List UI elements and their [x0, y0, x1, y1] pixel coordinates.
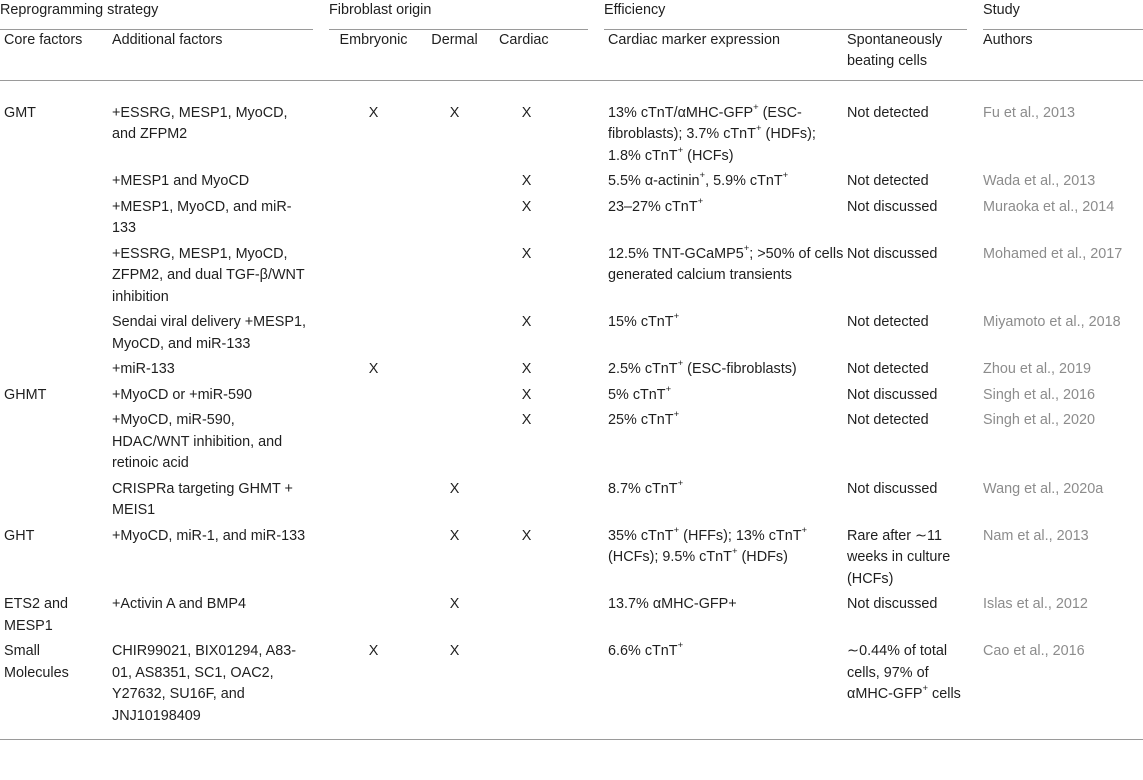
cell-beating: Not detected [847, 361, 929, 377]
col-header-cardiac: Cardiac [499, 31, 549, 48]
cell-cardiac: X [521, 173, 532, 189]
cell-additional-factors: Sendai viral delivery +MESP1, MyoCD, and miR-133 [112, 314, 306, 352]
table-row [0, 406, 1143, 475]
cell-additional-factors: CRISPRa targeting GHMT + MEIS1 [112, 480, 293, 518]
cell-additional-factors: +Activin A and BMP4 [112, 596, 246, 612]
cell-core-factors [0, 355, 112, 381]
group-header-efficiency [604, 0, 983, 30]
cell-embryonic: X [368, 361, 379, 377]
col-header-additional-factors: Additional factors [112, 31, 223, 48]
cell-core-factors: GMT [4, 104, 36, 121]
cell-cardiac: X [521, 314, 532, 330]
table-row [0, 308, 1143, 355]
cell-authors: Muraoka et al., 2014 [983, 198, 1115, 215]
cell-dermal: X [449, 643, 460, 659]
cell-authors: Miyamoto et al., 2018 [983, 314, 1121, 330]
cell-beating: Not discussed [847, 198, 938, 215]
cell-core-factors: GHMT [4, 386, 47, 403]
cell-additional-factors: +MESP1 and MyoCD [112, 173, 250, 189]
cell-additional-factors: CHIR99021, BIX01294, A83-01, AS8351, SC1, OAC2, Y27632, SU16F, and JNJ10198409 [112, 643, 297, 724]
group-header-strategy [0, 0, 329, 30]
col-header-core-factors: Core factors [4, 31, 83, 48]
cell-beating: Not discussed [847, 245, 938, 262]
group-header-study [983, 0, 1143, 30]
cell-additional-factors: +MyoCD or +miR-590 [112, 386, 252, 403]
col-header-dermal: Dermal [431, 31, 478, 48]
cell-embryonic: X [368, 643, 379, 659]
group-header-study-label: Study [983, 2, 1020, 18]
cell-dermal: X [449, 480, 460, 497]
cell-dermal: X [449, 596, 460, 612]
cell-cardiac-marker: 13.7% αMHC-GFP+ [608, 596, 737, 612]
cell-cardiac-marker: 12.5% TNT-GCaMP5+; >50% of cells generated calcium transients [608, 242, 844, 283]
cell-cardiac-marker: 8.7% cTnT+ [608, 477, 684, 497]
col-header-beating: Spontaneously beating cells [847, 31, 943, 69]
table-row [0, 475, 1143, 522]
cell-authors: Cao et al., 2016 [983, 643, 1085, 659]
cell-embryonic [329, 240, 418, 309]
cell-authors: Fu et al., 2013 [983, 104, 1076, 121]
cell-additional-factors: +MyoCD, miR-590, HDAC/WNT inhibition, and retinoic acid [112, 412, 283, 471]
cell-cardiac [491, 590, 604, 637]
cell-authors: Nam et al., 2013 [983, 527, 1089, 544]
table-body [0, 80, 1143, 740]
cell-beating: Not detected [847, 412, 929, 428]
cell-authors: Islas et al., 2012 [983, 596, 1088, 612]
cell-cardiac-marker: 13% cTnT/αMHC-GFP+ (ESC-fibroblasts); 3.7% cTnT+ (HDFs); 1.8% cTnT+ (HCFs) [608, 101, 816, 164]
cell-embryonic [329, 381, 418, 407]
cell-additional-factors: +miR-133 [112, 361, 175, 377]
cell-authors: Mohamed et al., 2017 [983, 245, 1123, 262]
cell-authors: Wada et al., 2013 [983, 173, 1096, 189]
cell-core-factors: GHT [4, 527, 35, 544]
cell-core-factors [0, 308, 112, 355]
cell-authors: Singh et al., 2016 [983, 386, 1096, 403]
cell-embryonic [329, 308, 418, 355]
cell-core-factors [0, 193, 112, 240]
column-header-row [0, 30, 1143, 81]
cell-dermal [418, 381, 491, 407]
col-header-cardiac-marker: Cardiac marker expression [608, 31, 780, 48]
col-header-authors: Authors [983, 31, 1033, 48]
cell-dermal [418, 406, 491, 475]
cell-cardiac-marker: 5.5% α-actinin+, 5.9% cTnT+ [608, 170, 789, 189]
cell-beating: Rare after ∼11 weeks in culture (HCFs) [847, 527, 951, 587]
cell-cardiac: X [521, 527, 532, 544]
cell-authors: Zhou et al., 2019 [983, 361, 1092, 377]
cell-authors: Singh et al., 2020 [983, 412, 1096, 428]
cell-beating: ∼0.44% of total cells, 97% of αMHC-GFP+ cells [847, 643, 961, 702]
cell-cardiac [491, 637, 604, 740]
cell-core-factors: ETS2 and MESP1 [4, 596, 68, 634]
col-header-embryonic: Embryonic [339, 31, 408, 48]
cell-beating: Not discussed [847, 386, 938, 403]
cell-dermal: X [449, 527, 460, 544]
cell-embryonic [329, 522, 418, 591]
group-header-origin-label: Fibroblast origin [329, 2, 432, 18]
cell-cardiac: X [521, 104, 532, 121]
table-row [0, 80, 1143, 167]
table-row [0, 193, 1143, 240]
cell-core-factors [0, 406, 112, 475]
cell-cardiac: X [521, 198, 532, 215]
cell-embryonic [329, 167, 418, 193]
cell-embryonic: X [368, 104, 379, 121]
cell-additional-factors: +MyoCD, miR-1, and miR-133 [112, 527, 306, 544]
cell-cardiac-marker: 6.6% cTnT+ [608, 640, 684, 659]
cell-dermal [418, 308, 491, 355]
cell-dermal: X [449, 104, 460, 121]
cell-cardiac-marker: 23–27% cTnT+ [608, 195, 704, 215]
cell-beating: Not detected [847, 104, 929, 121]
cell-additional-factors: +ESSRG, MESP1, MyoCD, and ZFPM2 [112, 104, 288, 142]
group-header-strategy-label: Reprogramming strategy [0, 2, 159, 18]
cell-cardiac-marker: 25% cTnT+ [608, 409, 680, 428]
cell-embryonic [329, 406, 418, 475]
table-row [0, 522, 1143, 591]
cell-embryonic [329, 193, 418, 240]
cell-embryonic [329, 475, 418, 522]
cell-cardiac-marker: 15% cTnT+ [608, 311, 680, 330]
table-row [0, 355, 1143, 381]
table-row [0, 167, 1143, 193]
cell-dermal [418, 193, 491, 240]
cell-embryonic [329, 590, 418, 637]
cell-cardiac-marker: 5% cTnT+ [608, 383, 672, 403]
cell-beating: Not detected [847, 314, 929, 330]
cell-core-factors: Small Molecules [4, 643, 69, 681]
cell-cardiac: X [521, 361, 532, 377]
cell-core-factors [0, 240, 112, 309]
cell-cardiac: X [521, 386, 532, 403]
cell-additional-factors: +ESSRG, MESP1, MyoCD, ZFPM2, and dual TGF-β/WNT inhibition [112, 245, 305, 305]
cell-beating: Not detected [847, 173, 929, 189]
cell-cardiac: X [521, 412, 532, 428]
cell-authors: Wang et al., 2020a [983, 480, 1104, 497]
table-row [0, 381, 1143, 407]
group-header-row [0, 0, 1143, 30]
cell-dermal [418, 240, 491, 309]
table-row [0, 590, 1143, 637]
cell-dermal [418, 355, 491, 381]
cell-beating: Not discussed [847, 480, 938, 497]
cell-dermal [418, 167, 491, 193]
cell-cardiac-marker: 2.5% cTnT+ (ESC-fibroblasts) [608, 358, 797, 377]
cell-cardiac [491, 475, 604, 522]
cell-core-factors [0, 167, 112, 193]
group-header-origin [329, 0, 604, 30]
cell-core-factors [0, 475, 112, 522]
table-row [0, 637, 1143, 740]
table-row [0, 240, 1143, 309]
cell-additional-factors: +MESP1, MyoCD, and miR-133 [112, 198, 292, 236]
cell-cardiac: X [521, 245, 532, 262]
cell-beating: Not discussed [847, 596, 938, 612]
group-header-efficiency-label: Efficiency [604, 2, 666, 18]
cell-cardiac-marker: 35% cTnT+ (HFFs); 13% cTnT+ (HCFs); 9.5% cTnT+ (HDFs) [608, 524, 808, 565]
